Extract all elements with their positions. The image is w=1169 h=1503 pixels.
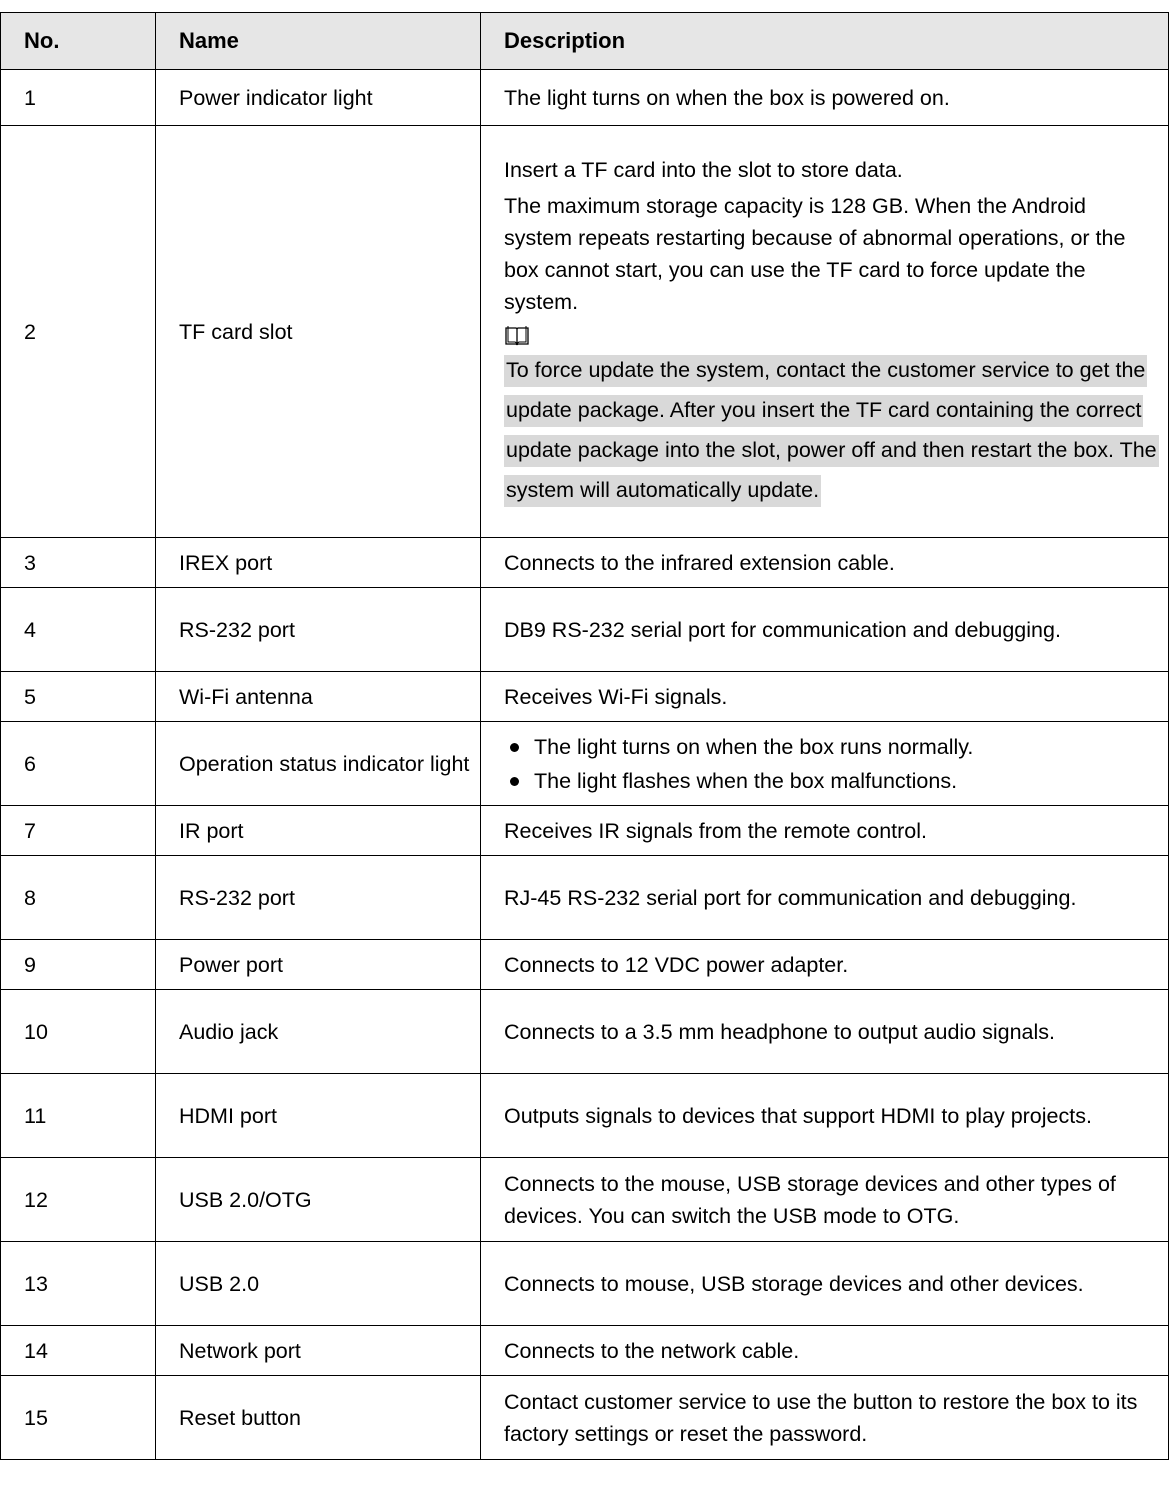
row-description (481, 806, 1169, 856)
port-description-table (0, 12, 1169, 1460)
description-text: Connects to the network cable. (504, 1338, 800, 1363)
book-note-icon (504, 324, 530, 346)
table-row (1, 1158, 1169, 1242)
row-description (481, 856, 1169, 940)
table-row (1, 1376, 1169, 1460)
bullet-list (504, 730, 1160, 798)
row-description (481, 126, 1169, 538)
table-row (1, 70, 1169, 126)
table-row (1, 1074, 1169, 1158)
bullet-text: The light flashes when the box malfunctions. (534, 768, 958, 793)
description-text: Connects to a 3.5 mm headphone to output audio signals. (504, 1019, 1056, 1044)
table-row (1, 672, 1169, 722)
row-name: Reset button (156, 1376, 481, 1460)
row-no: 13 (1, 1242, 156, 1326)
description-text: RJ-45 RS-232 serial port for communication and debugging. (504, 885, 1077, 910)
table-row (1, 806, 1169, 856)
description-text: Insert a TF card into the slot to store data. (504, 157, 903, 182)
table-row (1, 856, 1169, 940)
row-description (481, 940, 1169, 990)
row-no: 2 (1, 126, 156, 538)
row-name: Audio jack (156, 990, 481, 1074)
row-description (481, 722, 1169, 806)
row-no: 4 (1, 588, 156, 672)
row-no: 7 (1, 806, 156, 856)
bullet-dot-icon (510, 743, 519, 752)
row-description (481, 1242, 1169, 1326)
header-description: Description (481, 13, 1169, 70)
row-name: Network port (156, 1326, 481, 1376)
note-text: To force update the system, contact the customer service to get the update package. After you insert the TF card containing the correct update package into the slot, power off and then restart the box. The system will automatically update. (504, 355, 1159, 507)
description-text: Connects to the mouse, USB storage devices and other types of devices. You can switch the USB mode to OTG. (504, 1171, 1116, 1228)
row-name: IR port (156, 806, 481, 856)
row-no: 11 (1, 1074, 156, 1158)
table-row (1, 126, 1169, 538)
description-text: The maximum storage capacity is 128 GB. When the Android system repeats restarting because of abnormal operations, or the box cannot start, you can use the TF card to force update the system. (504, 193, 1126, 314)
list-item (504, 730, 1160, 764)
row-no: 12 (1, 1158, 156, 1242)
row-no: 10 (1, 990, 156, 1074)
row-name: USB 2.0/OTG (156, 1158, 481, 1242)
row-no: 1 (1, 70, 156, 126)
row-description (481, 70, 1169, 126)
row-name: RS-232 port (156, 856, 481, 940)
row-name: Operation status indicator light (156, 722, 481, 806)
row-name: Wi-Fi antenna (156, 672, 481, 722)
table-row (1, 538, 1169, 588)
table-header-row (1, 13, 1169, 70)
table-row (1, 1326, 1169, 1376)
table-row (1, 940, 1169, 990)
row-name: USB 2.0 (156, 1242, 481, 1326)
row-no: 6 (1, 722, 156, 806)
description-text: Connects to 12 VDC power adapter. (504, 952, 849, 977)
header-no: No. (1, 13, 156, 70)
description-text: DB9 RS-232 serial port for communication and debugging. (504, 617, 1061, 642)
description-text: Receives Wi-Fi signals. (504, 684, 728, 709)
row-no: 8 (1, 856, 156, 940)
table-row (1, 990, 1169, 1074)
bullet-text: The light turns on when the box runs normally. (534, 734, 974, 759)
row-description (481, 990, 1169, 1074)
row-description (481, 1158, 1169, 1242)
row-description (481, 1074, 1169, 1158)
row-name: Power port (156, 940, 481, 990)
row-description (481, 588, 1169, 672)
row-name: TF card slot (156, 126, 481, 538)
row-no: 9 (1, 940, 156, 990)
row-description (481, 1376, 1169, 1460)
row-name: HDMI port (156, 1074, 481, 1158)
row-name: IREX port (156, 538, 481, 588)
row-no: 14 (1, 1326, 156, 1376)
row-no: 15 (1, 1376, 156, 1460)
row-no: 3 (1, 538, 156, 588)
row-description (481, 672, 1169, 722)
row-no: 5 (1, 672, 156, 722)
list-item (504, 764, 1160, 798)
row-description (481, 538, 1169, 588)
header-name: Name (156, 13, 481, 70)
table-row (1, 1242, 1169, 1326)
table-row (1, 588, 1169, 672)
row-name: RS-232 port (156, 588, 481, 672)
description-text: Receives IR signals from the remote control. (504, 818, 927, 843)
description-text: Connects to the infrared extension cable. (504, 550, 895, 575)
bullet-dot-icon (510, 777, 519, 786)
row-description (481, 1326, 1169, 1376)
description-text: The light turns on when the box is powered on. (504, 85, 950, 110)
description-text: Contact customer service to use the button to restore the box to its factory settings or reset the password. (504, 1389, 1138, 1446)
table-row (1, 722, 1169, 806)
row-name: Power indicator light (156, 70, 481, 126)
description-text: Outputs signals to devices that support HDMI to play projects. (504, 1103, 1092, 1128)
description-text: Connects to mouse, USB storage devices and other devices. (504, 1271, 1084, 1296)
